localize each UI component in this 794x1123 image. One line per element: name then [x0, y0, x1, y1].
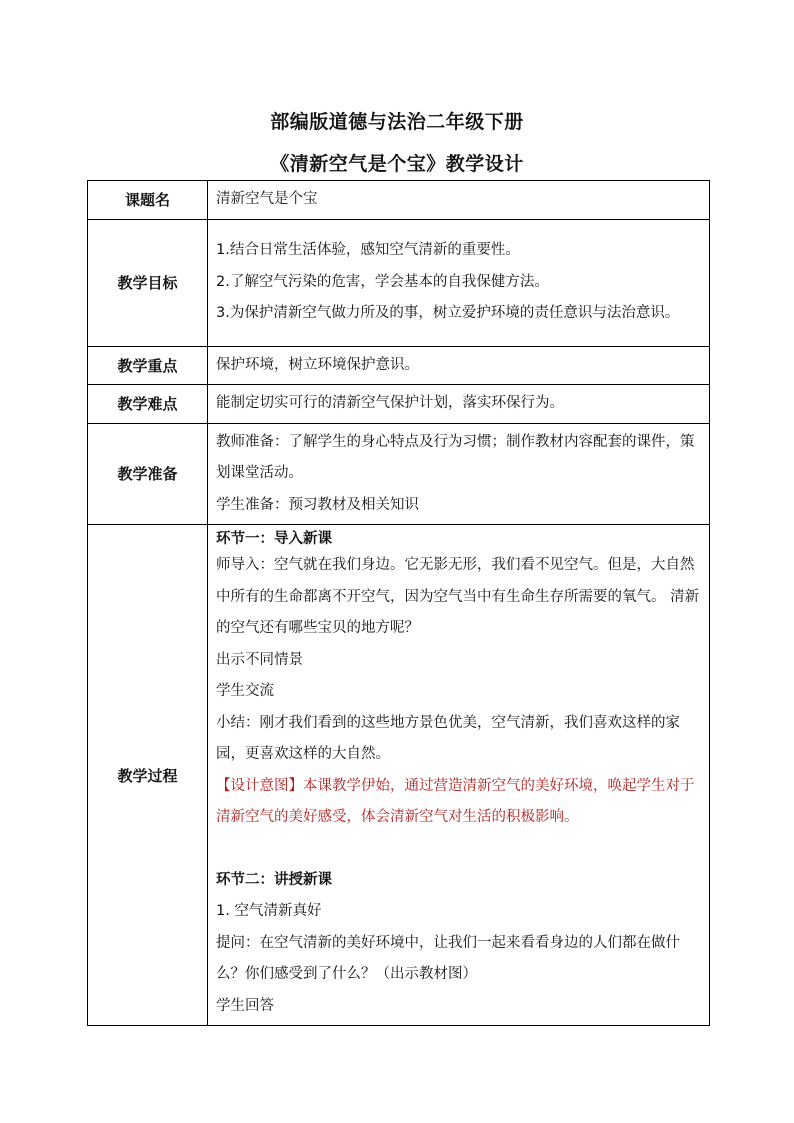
key-points-value: 保护环境，树立环境保护意识。: [208, 346, 710, 385]
preparation-cell: [208, 423, 710, 525]
objectives-cell: [208, 219, 710, 346]
design-intent: [216, 771, 703, 834]
section2-heading: 环节二：讲授新课: [216, 871, 332, 888]
design-intent-tag: 【设计意图】: [216, 777, 303, 794]
document-title: 部编版道德与法治二年级下册: [270, 111, 524, 133]
section1-intro: 师导入：空气就在我们身边。它无影无形，我们看不见空气。但是，大自然中所有的生命都离不开空气，因为空气当中有生命生存所需要的氧气。 清新的空气还有哪些宝贝的地方呢？: [216, 557, 700, 636]
section1-discuss: 学生交流: [216, 683, 274, 699]
table-row-difficulties: [88, 385, 710, 424]
process-cell: [208, 525, 710, 1026]
table-row-preparation: [88, 423, 710, 525]
topic-value: 清新空气是个宝: [208, 181, 710, 220]
objective-item: 2.了解空气污染的危害，学会基本的自我保健方法。: [216, 273, 549, 290]
objective-item: 1.结合日常生活体验，感知空气清新的重要性。: [216, 242, 520, 259]
difficulties-value: 能制定切实可行的清新空气保护计划，落实环保行为。: [208, 385, 710, 424]
lesson-plan-table: [87, 180, 710, 1026]
section2-answer: 学生回答: [216, 997, 274, 1014]
row-label-preparation: 教学准备: [88, 423, 208, 525]
row-label-key-points: 教学重点: [88, 346, 208, 385]
table-row-objectives: [88, 219, 710, 346]
row-label-objectives: 教学目标: [88, 219, 208, 346]
row-label-process: 教学过程: [88, 525, 208, 1026]
design-intent-text: 本课教学伊始，通过营造清新空气的美好环境，唤起学生对于清新空气的美好感受，体会清新空气对生活的积极影响。: [216, 777, 695, 825]
spacer: [216, 834, 703, 865]
section1-summary: 小结：刚才我们看到的这些地方景色优美，空气清新，我们喜欢这样的家园，更喜欢这样的大自然。: [216, 714, 680, 762]
row-label-topic: 课题名: [88, 181, 208, 220]
objective-item: 3.为保护清新空气做力所及的事，树立爱护环境的责任意识与法治意识。: [216, 305, 680, 322]
table-row-process: [88, 525, 710, 1026]
row-label-difficulties: 教学难点: [88, 385, 208, 424]
section1-show: 出示不同情景: [216, 651, 303, 668]
section1-heading: 环节一：导入新课: [216, 531, 332, 547]
table-row-key-points: [88, 346, 710, 385]
document-subtitle: 《清新空气是个宝》教学设计: [270, 153, 524, 175]
teacher-preparation: 教师准备：了解学生的身心特点及行为习惯；制作教材内容配套的课件，策划课堂活动。: [216, 433, 695, 481]
table-row-topic: [88, 181, 710, 220]
section2-question: 提问：在空气清新的美好环境中，让我们一起来看看身边的人们都在做什么？你们感受到了什么？（出示教材图）: [216, 934, 680, 982]
student-preparation: 学生准备：预习教材及相关知识: [216, 496, 419, 513]
section2-subheading: 1. 空气清新真好: [216, 903, 322, 919]
